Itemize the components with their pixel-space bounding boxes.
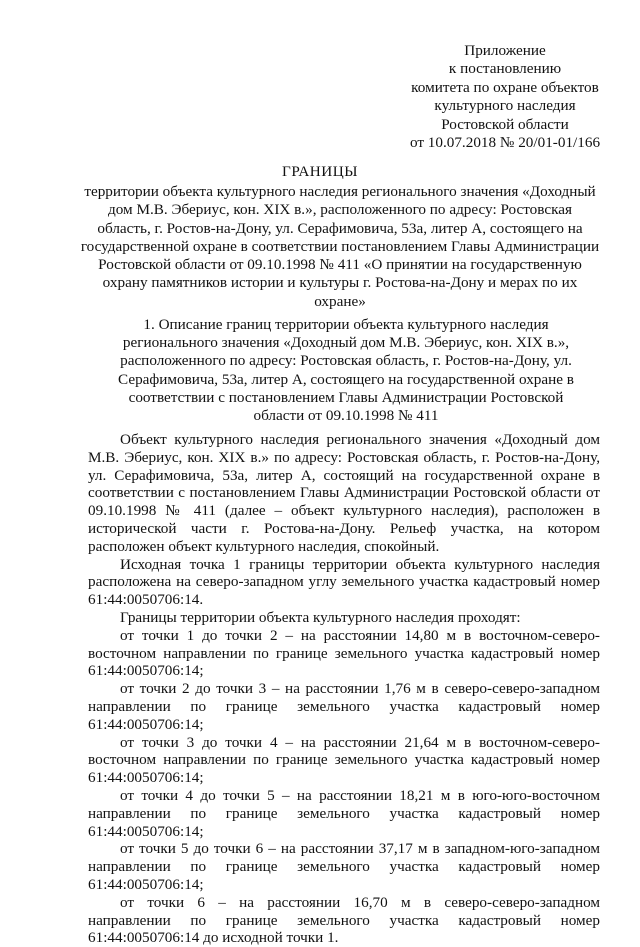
appendix-line: к постановлению: [448, 60, 562, 78]
boundary-segment: от точки 1 до точки 2 – на расстоянии 14,80 м в восточном-северо-восточном направлении по границе земельного участка кадастровый номер 61:44:0050706:14;: [88, 626, 600, 680]
boundary-segment: от точки 6 – на расстоянии 16,70 м в северо-северо-западном направлении по границе земельного участка кадастровый номер 61:44:0050706:14 до исходной точки 1.: [88, 893, 600, 947]
document-subtitle: территории объекта культурного наследия регионального значения «Доходный дом М.В. Эбериус, кон. XIX в.», расположенного по адресу: Ростовская область, г. Ростов-на-Дону, ул. Серафимовича, 53а, литер А, состоящего на государственной охране в соответствии постановлением Главы Администрации Ростовской области от 09.10.1998 № 411 «О принятии на государственную охрану памятников истории и культуры г. Ростова-на-Дону и мерах по их охране»: [80, 183, 600, 310]
section-heading: 1. Описание границ территории объекта культурного наследия регионального значения «Доходный дом М.В. Эбериус, кон. XIX в.», расположенного по адресу: Ростовская область, г. Ростов-на-Дону, ул. Серафимовича, 53а, литер А, состоящего на государственной охране в соответствии с постановлением Главы Администрации Ростовской области от 09.10.1998 № 411: [118, 316, 574, 425]
appendix-line: комитета по охране объектов: [411, 78, 599, 96]
appendix-line: Приложение: [464, 42, 546, 59]
boundary-segment: от точки 3 до точки 4 – на расстоянии 21,64 м в восточном-северо-восточном направлении по границе земельного участка кадастровый номер 61:44:0050706:14;: [88, 733, 600, 787]
appendix-line: Ростовской области: [441, 115, 569, 133]
body-text: [88, 431, 600, 947]
boundary-segment: от точки 4 до точки 5 – на расстоянии 18,21 м в юго-юго-восточном направлении по границе земельного участка кадастровый номер 61:44:0050706:14;: [88, 786, 600, 840]
appendix-line: от 10.07.2018 № 20/01-01/166: [409, 134, 601, 152]
boundary-segment: от точки 2 до точки 3 – на расстоянии 1,76 м в северо-северо-западном направлении по границе земельного участка кадастровый номер 61:44:0050706:14;: [88, 680, 600, 733]
paragraph: Границы территории объекта культурного наследия проходят:: [120, 608, 521, 626]
document-title: ГРАНИЦЫ: [282, 163, 358, 180]
paragraph: Объект культурного наследия регионального значения «Доходный дом М.В. Эбериус, кон. XIX в.» по адресу: Ростовская область, г. Ростов-на-Дону, ул. Серафимовича, 53а, литер А, состоящий на государственной охране в соответствии с постановлением Главы Администрации Ростовской области от 09.10.1998 № 411 (далее – объект культурного наследия), расположен в исторической части г. Ростова-на-Дону. Рельеф участка, на котором расположен объект культурного наследия, спокойный.: [88, 431, 600, 555]
boundary-segment: от точки 5 до точки 6 – на расстоянии 37,17 м в западном-юго-западном направлении по границе земельного участка кадастровый номер 61:44:0050706:14;: [88, 840, 600, 893]
appendix-line: культурного наследия: [434, 97, 576, 115]
paragraph: Исходная точка 1 границы территории объекта культурного наследия расположена на северо-западном углу земельного участка кадастровый номер 61:44:0050706:14.: [88, 555, 600, 609]
appendix-block: [390, 42, 620, 152]
